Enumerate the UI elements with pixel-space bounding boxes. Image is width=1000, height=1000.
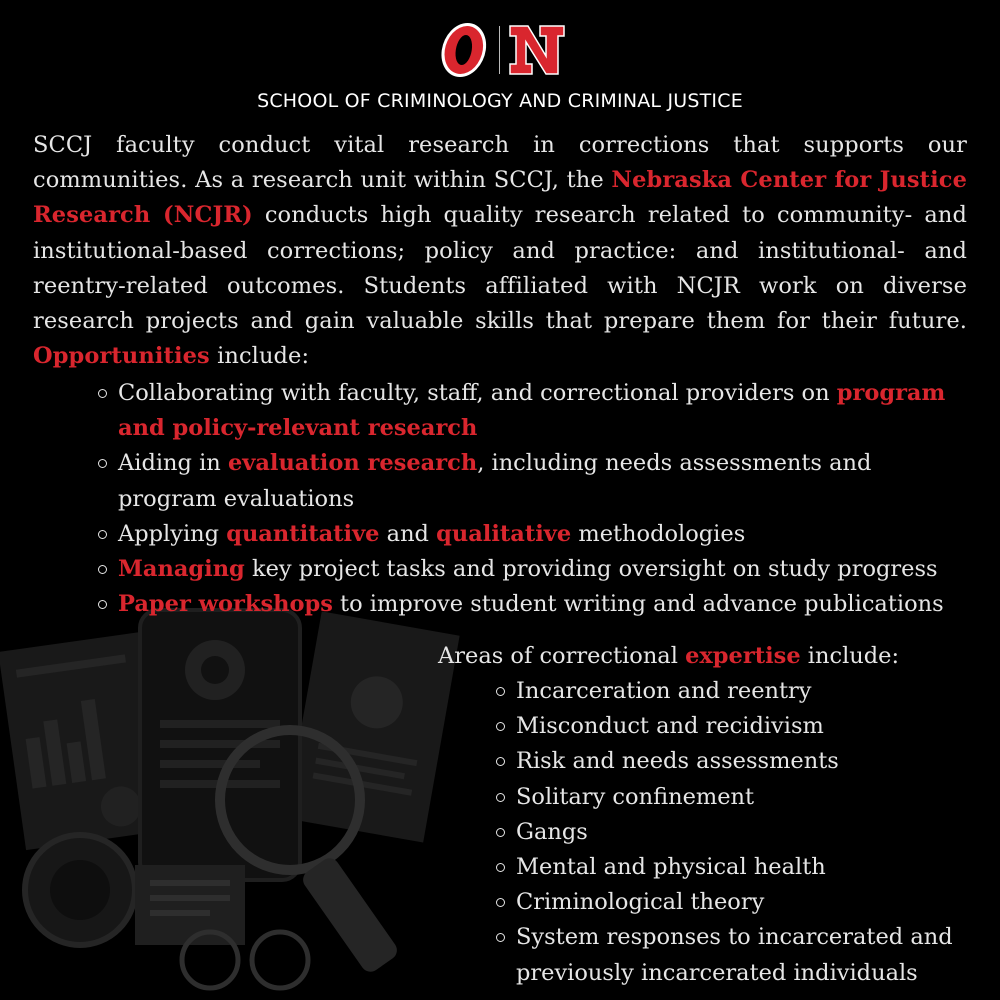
list-item: Incarceration and reentry [494,674,974,709]
list-item [96,376,976,446]
item-text: and [379,520,437,547]
nebraska-n-logo [506,22,568,78]
list-item: Risk and needs assessments [494,744,974,779]
opportunities-word: Opportunities [33,343,210,370]
item-text: , including needs assessments and program evaluations [118,450,872,512]
list-item: Gangs [494,815,974,850]
school-name: SCHOOL OF CRIMINOLOGY AND CRIMINAL JUSTICE [257,90,743,112]
item-text: Applying [118,520,227,547]
item-text: methodologies [571,520,746,547]
list-item: System responses to incarcerated and previously incarcerated individuals [494,920,974,990]
logo-divider [499,26,500,74]
item-text: to improve student writing and advance publications [332,591,944,618]
intro-text-2: conducts high quality research related to community- and institutional-based corrections; policy and practice: and institutional- and reentry-related outcomes. Students affiliated with NCJR work on diverse research projects and gain valuable skills that prepare them for their future. [33,202,967,335]
item-text: key project tasks and providing oversight on study progress [244,556,938,583]
list-item [96,587,976,622]
item-highlight: Paper workshops [118,591,333,618]
list-item: Criminological theory [494,885,974,920]
areas-title-text: include: [800,643,900,669]
item-highlight: program and policy-relevant research [118,380,946,442]
list-item [96,517,976,552]
item-text: Collaborating with faculty, staff, and correctional providers on [118,380,837,406]
item-highlight: Managing [118,556,245,583]
intro-paragraph [33,128,967,374]
list-item: Mental and physical health [494,850,974,885]
expertise-list [494,674,974,991]
intro-text-1: SCCJ faculty conduct vital research in corrections that supports our communities. As a research unit within SCCJ, the [33,132,967,194]
unomaha-o-logo [434,20,494,80]
intro-text-3: include: [209,343,310,370]
opportunities-list [96,376,976,622]
background-illustration [0,600,460,1000]
item-highlight: evaluation research [227,450,478,477]
areas-title [438,639,978,674]
expertise-word: expertise [685,643,801,669]
header-logos [0,20,1000,80]
list-item: Solitary confinement [494,780,974,815]
item-highlight: qualitative [436,520,572,547]
center-name: Nebraska Center for Justice Research (NCJR) [33,167,967,229]
item-text: Aiding in [118,450,228,477]
list-item [96,552,976,587]
list-item [96,446,976,516]
list-item: Misconduct and recidivism [494,709,974,744]
item-highlight: quantitative [226,520,380,547]
areas-title-text: Areas of correctional [438,643,686,669]
